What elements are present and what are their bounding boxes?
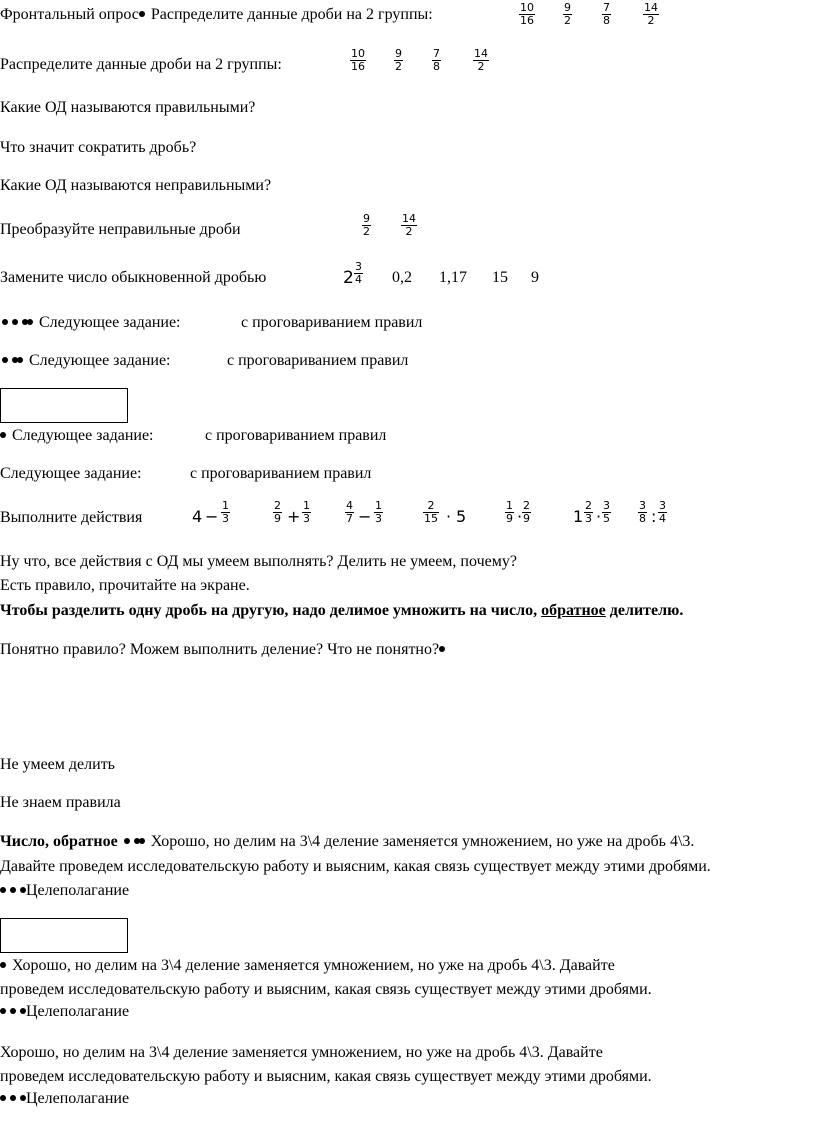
fraction: $\frac{3}{4}$ bbox=[355, 260, 362, 286]
fraction: $\frac{1}{3}$ bbox=[303, 499, 310, 525]
double-bullet-icon bbox=[22, 319, 33, 325]
bullet-icon bbox=[0, 432, 6, 438]
bullet-icon bbox=[0, 1008, 6, 1014]
operator: − bbox=[358, 507, 372, 526]
bullet-icon bbox=[12, 319, 18, 325]
q2-task: Распределите данные дроби на 2 группы: bbox=[0, 56, 282, 73]
fraction: $\frac{10}{16}$ bbox=[351, 47, 365, 73]
goal-line: Целеполагание bbox=[0, 882, 129, 900]
goal-line: Целеполагание bbox=[0, 1090, 129, 1108]
operator: · bbox=[517, 507, 523, 526]
double-bullet-icon bbox=[12, 357, 23, 363]
rule-text: с проговариванием правил bbox=[227, 352, 409, 369]
text-line: Есть правило, прочитайте на экране. bbox=[0, 577, 250, 594]
bullet-icon bbox=[439, 646, 445, 652]
improper-task: Преобразуйте неправильные дроби bbox=[0, 221, 241, 238]
rule-statement: Чтобы разделить одну дробь на другую, надо делимое умножить на число, обратное делителю. bbox=[0, 602, 684, 619]
empty-box bbox=[0, 388, 128, 423]
number: 0,2 bbox=[392, 269, 412, 286]
next-task-line bbox=[0, 427, 154, 445]
fraction: $\frac{4}{7}$ bbox=[346, 499, 353, 525]
fraction: $\frac{14}{2}$ bbox=[402, 212, 416, 238]
fraction: $\frac{3}{5}$ bbox=[603, 499, 610, 525]
fraction: $\frac{9}{2}$ bbox=[395, 47, 402, 73]
fraction: $\frac{1}{3}$ bbox=[222, 499, 229, 525]
number: 15 bbox=[492, 269, 508, 286]
bullet-icon bbox=[2, 319, 8, 325]
text-line: Не умеем делить bbox=[0, 756, 115, 773]
fraction: $\frac{14}{2}$ bbox=[644, 1, 658, 27]
q1-line bbox=[0, 6, 433, 24]
operator: · bbox=[596, 507, 602, 526]
number: 4 bbox=[192, 507, 203, 526]
number: 5 bbox=[456, 507, 467, 526]
next-task-line bbox=[0, 314, 181, 332]
replace-task: Замените число обыкновенной дробью bbox=[0, 269, 267, 286]
rule-text: с проговариванием правил bbox=[205, 427, 387, 444]
operator: + bbox=[287, 507, 301, 526]
next-task-line bbox=[0, 352, 171, 370]
rule-text: с проговариванием правил bbox=[190, 465, 372, 482]
text-line: Давайте проведем исследовательскую работу и выясним, какая связь существует между этими дробями. bbox=[0, 858, 711, 875]
fraction: $\frac{7}{8}$ bbox=[433, 47, 440, 73]
text-line: Число, обратное Хорошо, но делим на 3\4 деление заменяется умножением, но уже на дробь 4\3. bbox=[0, 833, 695, 850]
number: 1 bbox=[573, 507, 584, 526]
fraction: $\frac{7}{8}$ bbox=[603, 1, 610, 27]
next-label: Следующее задание: bbox=[39, 314, 181, 331]
bullet-icon bbox=[2, 357, 8, 363]
bullet-icon bbox=[10, 887, 16, 893]
fraction: $\frac{9}{2}$ bbox=[363, 212, 370, 238]
fraction: $\frac{2}{15}$ bbox=[424, 499, 438, 525]
next-label: Следующее задание: bbox=[12, 427, 154, 444]
goal-line: Целеполагание bbox=[0, 1003, 129, 1021]
operator: − bbox=[205, 507, 219, 526]
number: 1,17 bbox=[439, 269, 467, 286]
question: Что значит сократить дробь? bbox=[0, 139, 197, 156]
question: Какие ОД называются правильными? bbox=[0, 99, 256, 116]
empty-box bbox=[0, 918, 128, 953]
fraction: $\frac{3}{8}$ bbox=[639, 499, 646, 525]
bullet-icon bbox=[0, 887, 6, 893]
double-bullet-icon bbox=[134, 838, 145, 844]
text-line: Хорошо, но делим на 3\4 деление заменяется умножением, но уже на дробь 4\3. Давайте bbox=[0, 1044, 603, 1061]
bullet-icon bbox=[0, 962, 6, 968]
operator: : bbox=[651, 507, 657, 526]
fraction: $\frac{14}{2}$ bbox=[474, 47, 488, 73]
fraction: $\frac{3}{4}$ bbox=[659, 499, 666, 525]
rule-text: с проговариванием правил bbox=[241, 314, 423, 331]
text-line: Ну что, все действия с ОД мы умеем выполнять? Делить не умеем, почему? bbox=[0, 553, 517, 570]
mixed-whole: 2 bbox=[343, 268, 354, 288]
text-line: Понятно правило? Можем выполнить деление? Что не понятно? bbox=[0, 641, 447, 659]
fraction: $\frac{1}{3}$ bbox=[375, 499, 382, 525]
question: Какие ОД называются неправильными? bbox=[0, 177, 272, 194]
text-line: Не знаем правила bbox=[0, 794, 121, 811]
fraction: $\frac{2}{9}$ bbox=[523, 499, 530, 525]
actions-label: Выполните действия bbox=[0, 509, 143, 526]
q1-label: Фронтальный опрос bbox=[0, 6, 139, 23]
fraction: $\frac{1}{9}$ bbox=[506, 499, 513, 525]
number: 9 bbox=[531, 269, 539, 286]
q1-task: Распределите данные дроби на 2 группы: bbox=[150, 6, 433, 23]
next-label: Следующее задание: bbox=[29, 352, 171, 369]
bullet-icon bbox=[10, 1008, 16, 1014]
fraction: $\frac{2}{3}$ bbox=[585, 499, 592, 525]
next-label: Следующее задание: bbox=[0, 465, 142, 482]
fraction: $\frac{9}{2}$ bbox=[564, 1, 571, 27]
bullet-icon bbox=[10, 1095, 16, 1101]
fraction: $\frac{2}{9}$ bbox=[274, 499, 281, 525]
text-line: проведем исследовательскую работу и выясним, какая связь существует между этими дробями. bbox=[0, 981, 652, 998]
operator: · bbox=[446, 507, 452, 526]
fraction: $\frac{10}{16}$ bbox=[520, 1, 534, 27]
bullet-icon bbox=[124, 838, 130, 844]
bullet-icon bbox=[139, 11, 145, 17]
bullet-icon bbox=[0, 1095, 6, 1101]
text-line: Хорошо, но делим на 3\4 деление заменяется умножением, но уже на дробь 4\3. Давайте bbox=[0, 957, 615, 975]
text-line: проведем исследовательскую работу и выясним, какая связь существует между этими дробями. bbox=[0, 1068, 652, 1085]
